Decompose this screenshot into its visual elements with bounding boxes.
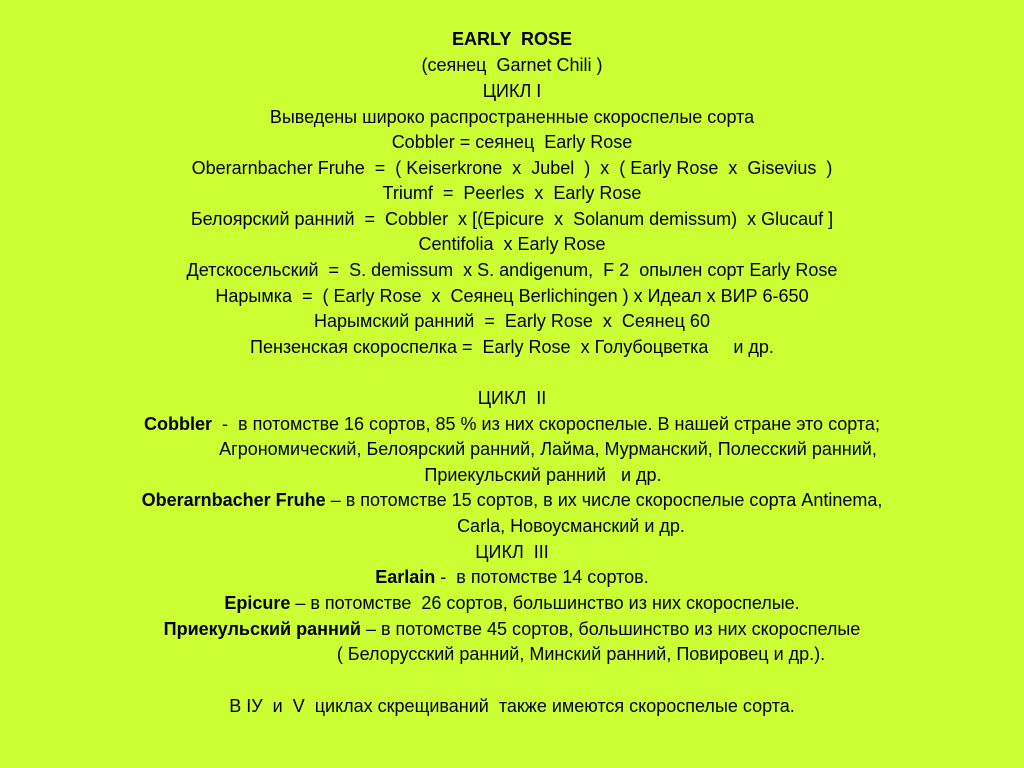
oberarn-continuation: Carla, Новоусманский и др. bbox=[457, 516, 685, 536]
subtitle: (сеянец Garnet Chili ) bbox=[421, 55, 603, 75]
cycle3-heading: ЦИКЛ III bbox=[475, 542, 549, 562]
cycle1-line: Нарымка = ( Early Rose x Сеянец Berlichingen ) x Идеал x ВИР 6-650 bbox=[215, 286, 809, 306]
cycle1-line: Белоярский ранний = Cobbler x [(Epicure x Solanum demissum) x Glucauf ] bbox=[190, 209, 834, 229]
cobbler-name: Cobbler bbox=[144, 414, 213, 434]
cobbler-text: - в потомстве 16 сортов, 85 % из них скороспелые. В нашей стране это сорта; bbox=[212, 414, 880, 434]
cycle1-line: Cobbler = сеянец Early Rose bbox=[391, 132, 633, 152]
cycle2-cobbler-line bbox=[0, 411, 1024, 437]
oberarn-text: – в потомстве 15 сортов, в их числе скороспелые сорта Antinema, bbox=[325, 490, 883, 510]
earlain-text: - в потомстве 14 сортов. bbox=[435, 567, 649, 587]
cycle3-earlain-line bbox=[0, 564, 1024, 590]
cycle1-heading: ЦИКЛ I bbox=[482, 81, 542, 101]
cycle1-line: Triumf = Peerles x Early Rose bbox=[382, 183, 642, 203]
oberarn-name: Oberarnbacher Fruhe bbox=[141, 490, 326, 510]
cycle1-line: Oberarnbacher Fruhe = ( Keiserkrone x Jubel ) x ( Early Rose x Gisevius ) bbox=[191, 158, 833, 178]
cycle1-intro: Выведены широко распространенные скороспелые сорта bbox=[269, 107, 755, 127]
cycle1-line: Детскосельский = S. demissum x S. andigenum, F 2 опылен сорт Early Rose bbox=[186, 260, 838, 280]
epicure-name: Epicure bbox=[224, 593, 291, 613]
cycle2-heading: ЦИКЛ II bbox=[477, 388, 547, 408]
cycle2-oberarn-line bbox=[0, 487, 1024, 513]
cycle1-line: Нарымский ранний = Early Rose x Сеянец 60 bbox=[314, 311, 710, 331]
priek-continuation: ( Белорусский ранний, Минский ранний, Повировец и др.). bbox=[336, 644, 826, 664]
title: EARLY ROSE bbox=[451, 29, 573, 49]
earlain-name: Earlain bbox=[375, 567, 436, 587]
footer-note: В ІУ и V циклах скрещиваний также имеются скороспелые сорта. bbox=[229, 696, 795, 716]
cobbler-continuation: Приекульский ранний и др. bbox=[424, 465, 662, 485]
cycle3-epicure-line bbox=[0, 590, 1024, 616]
cycle1-line: Centifolia x Early Rose bbox=[418, 234, 606, 254]
cycle3-priek-line bbox=[0, 616, 1024, 642]
epicure-text: – в потомстве 26 сортов, большинство из них скороспелые. bbox=[290, 593, 800, 613]
priek-text: – в потомстве 45 сортов, большинство из них скороспелые bbox=[360, 619, 861, 639]
cobbler-continuation: Агрономический, Белоярский ранний, Лайма, Мурманский, Полесский ранний, bbox=[219, 439, 877, 459]
priek-name: Приекульский ранний bbox=[163, 619, 361, 639]
cycle1-line: Пензенская скороспелка = Early Rose x Голубоцветка и др. bbox=[250, 337, 774, 357]
